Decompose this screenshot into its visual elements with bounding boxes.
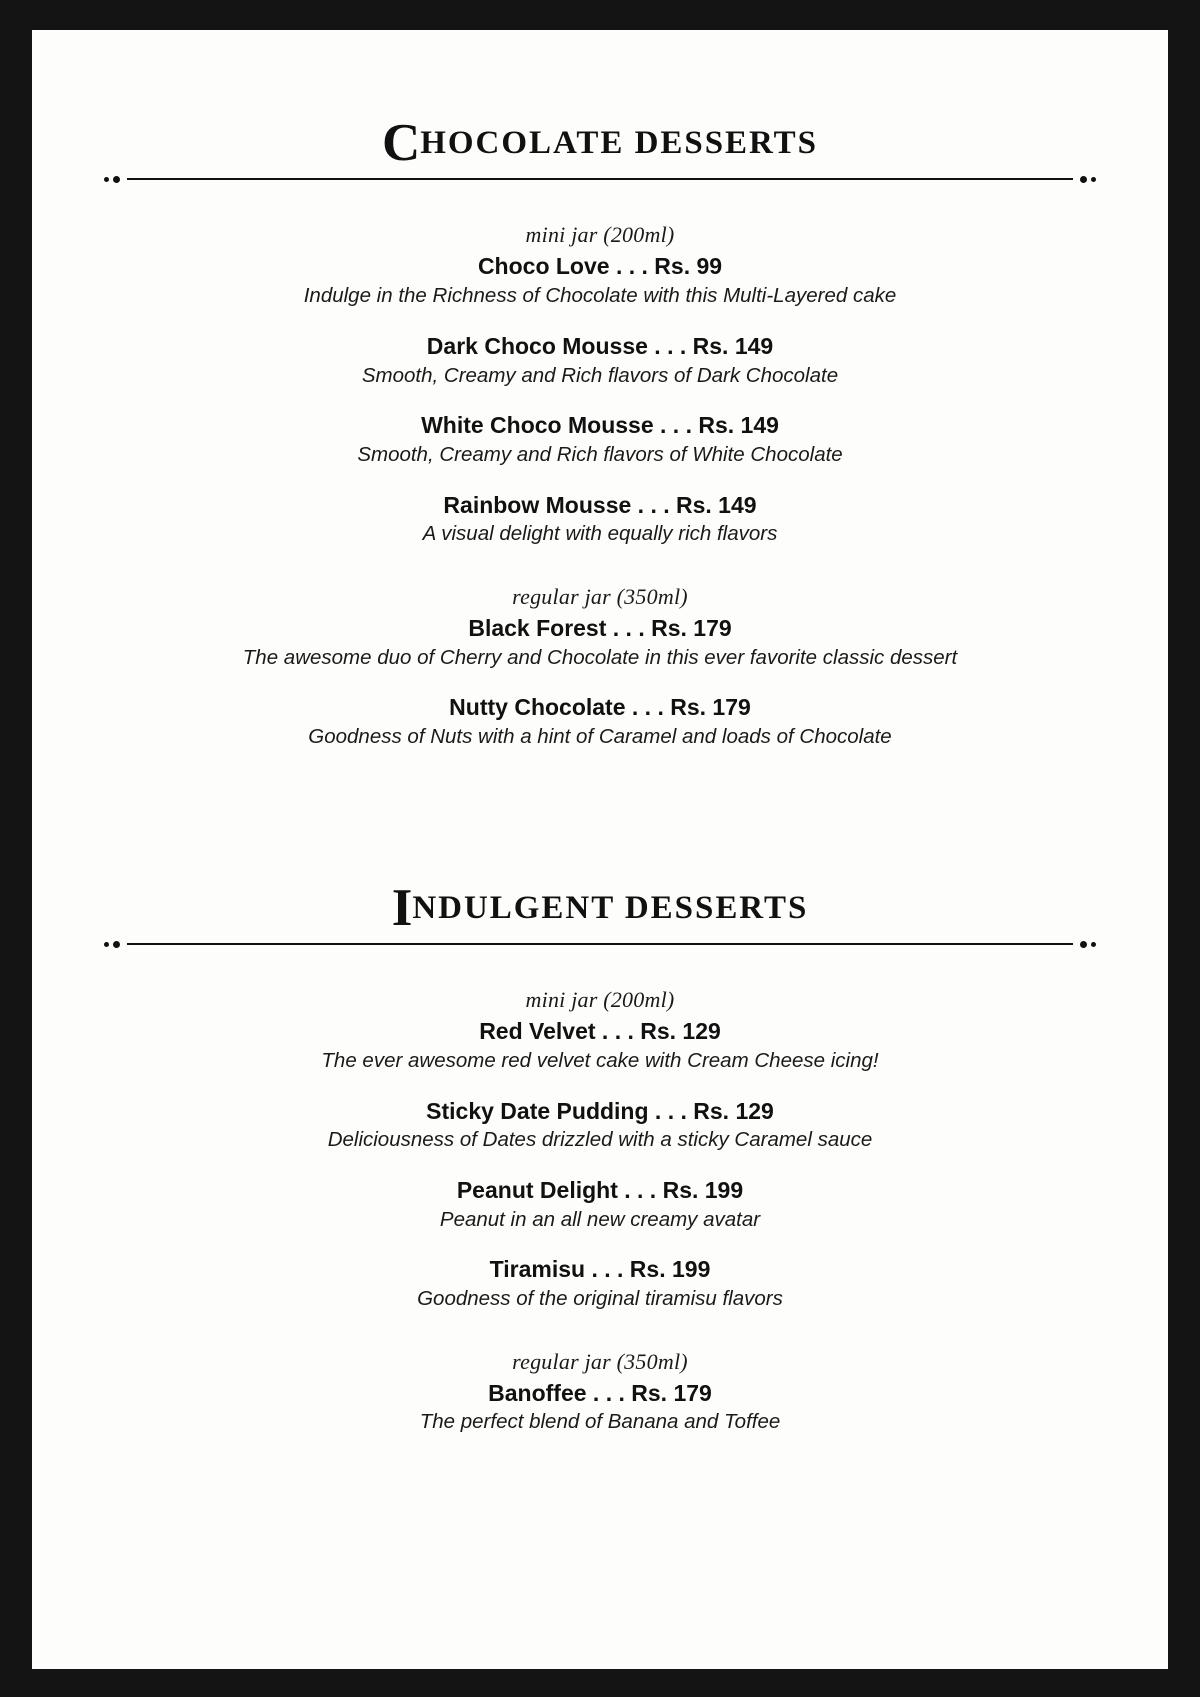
section-title <box>102 114 1098 172</box>
menu-item-name: Tiramisu . . . Rs. 199 <box>489 1256 711 1283</box>
group-label: mini jar (200ml) <box>525 987 675 1013</box>
menu-group <box>102 584 1098 751</box>
menu-item-description: Indulge in the Richness of Chocolate with this Multi-Layered cake <box>303 284 897 308</box>
menu-item <box>102 614 1098 671</box>
menu-item-description: Goodness of the original tiramisu flavors <box>417 1287 783 1311</box>
divider-dot-icon <box>1080 176 1087 183</box>
group-label: regular jar (350ml) <box>512 1348 688 1374</box>
menu-item-description: Deliciousness of Dates drizzled with a sticky Caramel sauce <box>327 1128 873 1152</box>
menu-item-name: Banoffee . . . Rs. 179 <box>488 1379 712 1406</box>
menu-item-name: White Choco Mousse . . . Rs. 149 <box>421 412 779 439</box>
divider-dot-icon <box>1080 941 1087 948</box>
menu-item <box>102 693 1098 750</box>
section-divider <box>102 937 1098 951</box>
menu-item <box>102 1255 1098 1312</box>
divider-line <box>127 178 1073 180</box>
menu-item-name: Rainbow Mousse . . . Rs. 149 <box>443 491 757 518</box>
group-label: mini jar (200ml) <box>525 222 675 248</box>
menu-item <box>102 491 1098 548</box>
menu-group <box>102 222 1098 548</box>
section-title-text: HOCOLATE DESSERTS <box>420 125 819 161</box>
menu-item-name: Nutty Chocolate . . . Rs. 179 <box>449 694 751 721</box>
section-divider <box>102 172 1098 186</box>
menu-item <box>102 1379 1098 1436</box>
menu-item-name: Dark Choco Mousse . . . Rs. 149 <box>426 332 774 359</box>
divider-dot-icon <box>104 177 109 182</box>
menu-item-description: Smooth, Creamy and Rich flavors of Dark Chocolate <box>361 363 839 387</box>
menu-item <box>102 1097 1098 1154</box>
menu-section-indulgent-desserts <box>102 878 1098 1436</box>
menu-item-description: Smooth, Creamy and Rich flavors of White Chocolate <box>357 442 843 466</box>
menu-item-name: Choco Love . . . Rs. 99 <box>477 253 723 280</box>
menu-item <box>102 332 1098 389</box>
divider-dot-icon <box>113 941 120 948</box>
menu-item-name: Peanut Delight . . . Rs. 199 <box>456 1176 744 1203</box>
menu-item-description: The perfect blend of Banana and Toffee <box>419 1410 781 1434</box>
menu-section-chocolate-desserts <box>102 114 1098 751</box>
menu-item <box>102 411 1098 468</box>
menu-item-name: Red Velvet . . . Rs. 129 <box>479 1018 721 1045</box>
section-title-dropcap: C <box>381 114 421 172</box>
section-title-dropcap: I <box>391 878 413 937</box>
divider-dot-icon <box>1091 942 1096 947</box>
divider-dot-icon <box>104 942 109 947</box>
menu-group <box>102 1349 1098 1436</box>
menu-item-description: The ever awesome red velvet cake with Cream Cheese icing! <box>321 1048 879 1072</box>
menu-item-name: Sticky Date Pudding . . . Rs. 129 <box>426 1097 774 1124</box>
menu-item-description: Peanut in an all new creamy avatar <box>439 1207 761 1231</box>
menu-item <box>102 252 1098 309</box>
section-title-text: NDULGENT DESSERTS <box>412 889 809 926</box>
group-label: regular jar (350ml) <box>512 583 688 609</box>
menu-item <box>102 1017 1098 1074</box>
menu-item-description: The awesome duo of Cherry and Chocolate in this ever favorite classic dessert <box>242 645 958 669</box>
menu-item-name: Black Forest . . . Rs. 179 <box>468 614 732 641</box>
divider-dot-icon <box>113 176 120 183</box>
menu-group <box>102 987 1098 1313</box>
menu-page <box>32 30 1168 1669</box>
menu-item-description: A visual delight with equally rich flavors <box>422 522 778 546</box>
divider-line <box>127 943 1073 945</box>
menu-item <box>102 1176 1098 1233</box>
section-title <box>102 878 1098 937</box>
divider-dot-icon <box>1091 177 1096 182</box>
menu-item-description: Goodness of Nuts with a hint of Caramel and loads of Chocolate <box>308 725 892 749</box>
